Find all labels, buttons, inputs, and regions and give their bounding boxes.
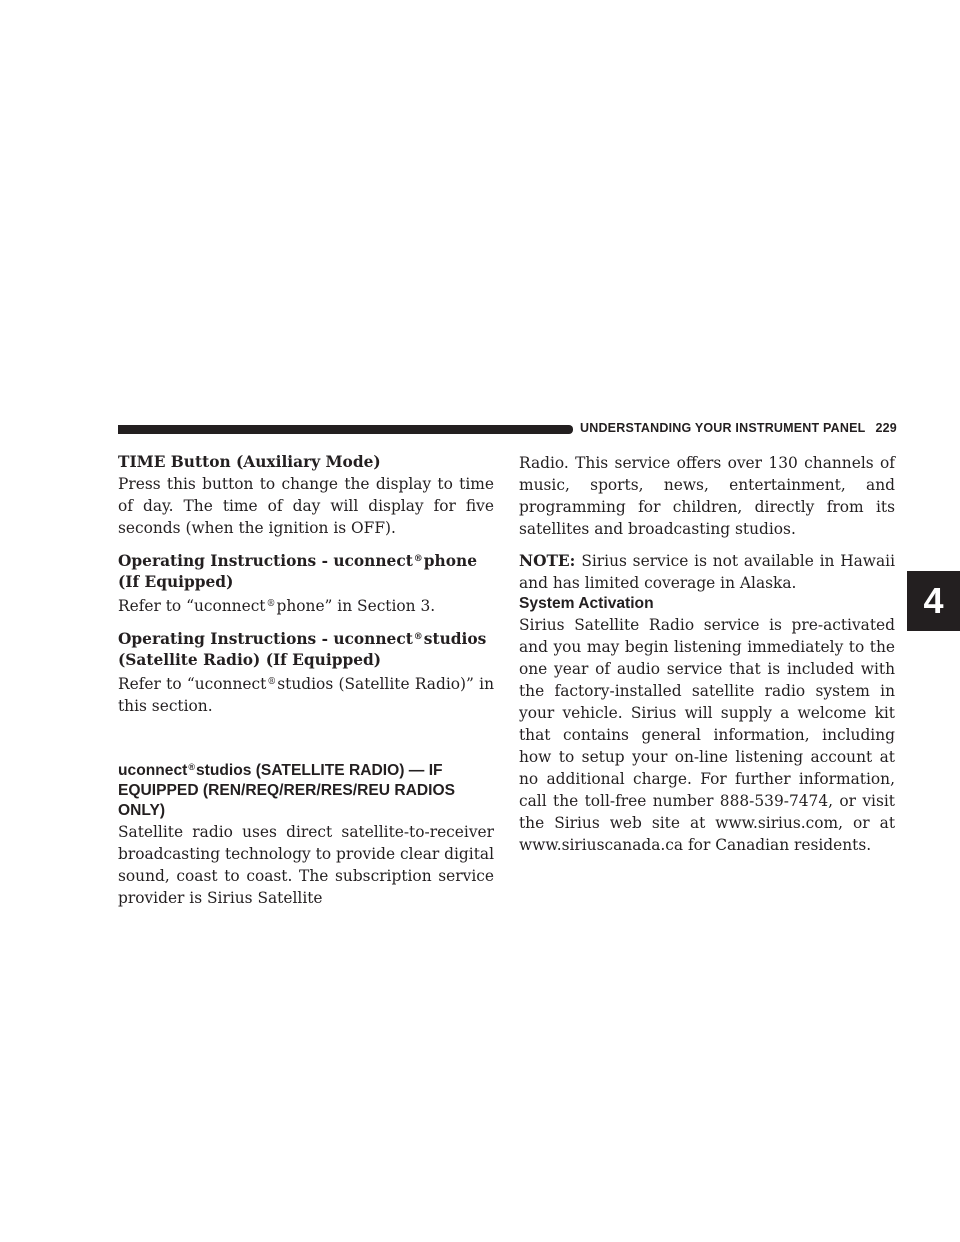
satellite-radio-body-continued: Radio. This service offers over 130 channels of music, sports, news, entertainment, and programming for children, directly from its satellites and broadcasting studios. bbox=[519, 454, 895, 538]
header-rule-bar bbox=[118, 425, 573, 434]
time-button-heading: TIME Button (Auxiliary Mode) bbox=[118, 453, 381, 471]
phone-body-part-a: Refer to “uconnect bbox=[118, 597, 266, 615]
phone-instructions-body bbox=[118, 593, 494, 617]
page-number: 229 bbox=[875, 421, 897, 435]
phone-body-part-b: phone” in Section 3. bbox=[276, 597, 436, 615]
registered-mark: ® bbox=[413, 632, 423, 642]
studios-instructions-heading bbox=[118, 627, 494, 671]
phone-heading-part-b: phone (If Equipped) bbox=[118, 552, 477, 591]
phone-instructions-heading bbox=[118, 549, 494, 593]
system-activation-body: Sirius Satellite Radio service is pre-activated and you may begin listening immediately to the one year of audio service that is included with the factory-installed satellite radio system in your vehicle. Sirius will supply a welcome kit that contains general information, including how to setup your on-line listening account at no additional charge. For further information, call the toll-free number 888-539-7474, or visit the Sirius web site at www.sirius.com, or at www.siriuscanada.ca for Canadian residents. bbox=[519, 616, 895, 854]
section-heading-part-b: studios (SATELLITE RADIO) — IF EQUIPPED (REN/REQ/RER/RES/REU RADIOS ONLY) bbox=[118, 762, 456, 819]
registered-mark: ® bbox=[413, 554, 423, 564]
note-body: Sirius service is not available in Hawaii and has limited coverage in Alaska. bbox=[519, 552, 895, 592]
right-column bbox=[519, 452, 895, 856]
studios-instructions-body bbox=[118, 671, 494, 717]
satellite-radio-section-heading bbox=[118, 757, 494, 821]
chapter-tab: 4 bbox=[907, 571, 960, 631]
studios-body-part-b: studios (Satellite Radio)” in this section. bbox=[118, 675, 494, 715]
left-column bbox=[118, 452, 494, 909]
studios-body-part-a: Refer to “uconnect bbox=[118, 675, 267, 693]
note-paragraph bbox=[519, 550, 895, 594]
registered-mark: ® bbox=[266, 599, 276, 609]
studios-heading-part-a: Operating Instructions - uconnect bbox=[118, 630, 413, 648]
running-head bbox=[580, 421, 897, 435]
registered-mark: ® bbox=[188, 762, 195, 772]
registered-mark: ® bbox=[267, 677, 277, 687]
system-activation-heading: System Activation bbox=[519, 595, 654, 612]
section-heading-part-a: uconnect bbox=[118, 762, 188, 779]
studios-heading-part-b: studios (Satellite Radio) (If Equipped) bbox=[118, 630, 487, 669]
time-button-body: Press this button to change the display to time of day. The time of day will display for five seconds (when the ignition is OFF). bbox=[118, 475, 494, 537]
phone-heading-part-a: Operating Instructions - uconnect bbox=[118, 552, 413, 570]
note-label: NOTE: bbox=[519, 552, 576, 570]
running-head-title: UNDERSTANDING YOUR INSTRUMENT PANEL bbox=[580, 421, 866, 435]
satellite-radio-body: Satellite radio uses direct satellite-to-receiver broadcasting technology to provide clear digital sound, coast to coast. The subscription service provider is Sirius Satellite bbox=[118, 823, 494, 907]
